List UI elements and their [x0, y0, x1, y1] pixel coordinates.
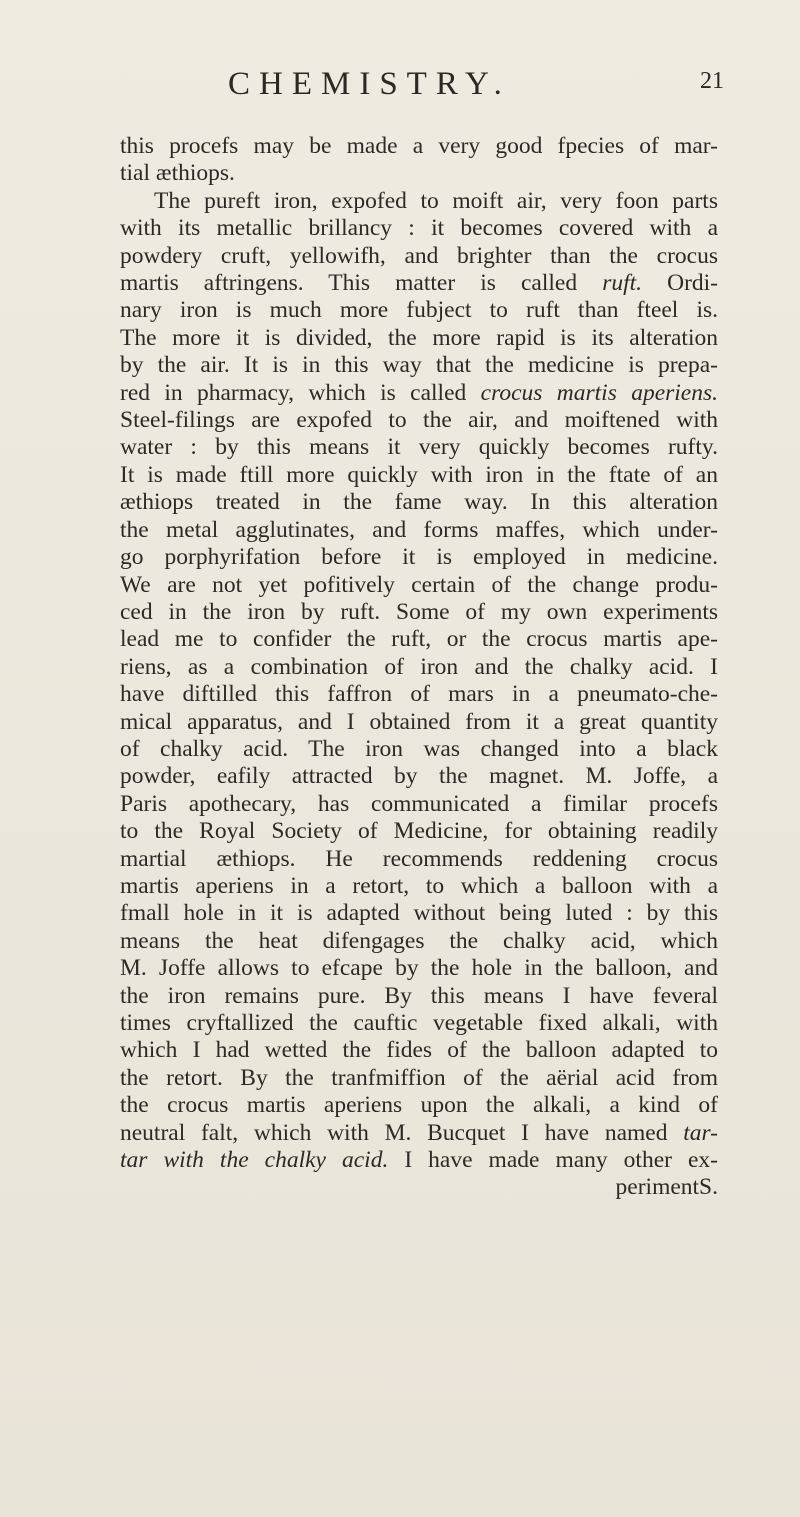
text-line: fmall hole in it is adapted without being luted : by this [120, 900, 718, 927]
text-line: nary iron is much more fubject to ruft than fteel is. [120, 297, 718, 324]
page-number: 21 [700, 68, 724, 94]
italic-term: ruft. [602, 270, 643, 297]
text-line: times cryftallized the cauftic vegetable fixed alkali, with [120, 1010, 718, 1036]
text-line: It is made ftill more quickly with iron in the ftate of an [120, 461, 718, 488]
text-line: The pureft iron, expofed to moift air, very foon parts [154, 187, 718, 214]
text-line: to the Royal Society of Medicine, for obtaining readily [120, 818, 718, 845]
text-line: Paris apothecary, has communicated a fimilar procefs [120, 790, 718, 817]
text-line: the metal agglutinates, and forms maffes, which under- [120, 516, 718, 543]
text-line: lead me to confider the ruft, or the crocus martis ape- [120, 626, 718, 653]
running-head: CHEMISTRY. [228, 66, 511, 102]
italic-term: tar with the chalky acid. [120, 1147, 389, 1174]
text-segment: Ordi- [642, 270, 719, 297]
text-line: riens, as a combination of iron and the chalky acid. I [120, 653, 718, 680]
italic-term: tar- [683, 1119, 718, 1146]
text-segment: martis aftringens. This matter is called [120, 270, 603, 297]
text-line: go porphyrifation before it is employed in medicine. [120, 544, 718, 571]
text-line: powdery cruft, yellowifh, and brighter than the crocus [120, 242, 718, 269]
text-line: the iron remains pure. By this means I have feveral [120, 982, 718, 1009]
text-line: mical apparatus, and I obtained from it a great quantity [120, 708, 718, 735]
text-line: martial æthiops. He recommends reddening crocus [120, 845, 718, 872]
text-segment: red in pharmacy, which is called [120, 379, 481, 406]
text-line: M. Joffe allows to efcape by the hole in the balloon, and [120, 955, 718, 982]
text-line: powder, eafily attracted by the magnet. M. Joffe, a [120, 763, 718, 790]
page-header [0, 66, 800, 106]
text-line: ced in the iron by ruft. Some of my own experiments [120, 598, 718, 625]
text-line [120, 270, 718, 297]
text-line: which I had wetted the fides of the balloon adapted to [120, 1037, 718, 1064]
text-line: this procefs may be made a very good fpecies of mar- [120, 133, 718, 159]
italic-term: crocus martis aperiens. [480, 379, 719, 406]
text-segment: I have made many other ex- [388, 1147, 718, 1174]
text-segment: neutral falt, which with M. Bucquet I have named [120, 1119, 684, 1146]
text-line: æthiops treated in the fame way. In this alteration [120, 489, 718, 516]
text-line: water : by this means it very quickly becomes rufty. [120, 434, 718, 461]
text-line: have diftilled this faffron of mars in a pneumato-che- [120, 681, 718, 708]
text-line [120, 1147, 718, 1174]
body-text [120, 133, 718, 1202]
text-line-catchword: perimentS. [615, 1174, 718, 1201]
text-line: tial æthiops. [120, 160, 235, 187]
text-line: the crocus martis aperiens upon the alkali, a kind of [120, 1092, 718, 1119]
text-line: martis aperiens in a retort, to which a balloon with a [120, 872, 718, 899]
text-line: Steel-filings are expofed to the air, and moiftened with [120, 407, 718, 434]
text-line: the retort. By the tranfmiffion of the aërial acid from [120, 1064, 718, 1091]
text-line: We are not yet pofitively certain of the change produ- [120, 571, 718, 598]
text-line: The more it is divided, the more rapid is its alteration [120, 324, 718, 351]
text-line [120, 1120, 718, 1147]
text-line: with its metallic brillancy : it becomes covered with a [120, 215, 718, 242]
text-line: means the heat difengages the chalky acid, which [120, 927, 718, 954]
text-line: by the air. It is in this way that the medicine is prepa- [120, 352, 718, 379]
text-line [120, 380, 718, 407]
text-line: of chalky acid. The iron was changed into a black [120, 735, 718, 762]
